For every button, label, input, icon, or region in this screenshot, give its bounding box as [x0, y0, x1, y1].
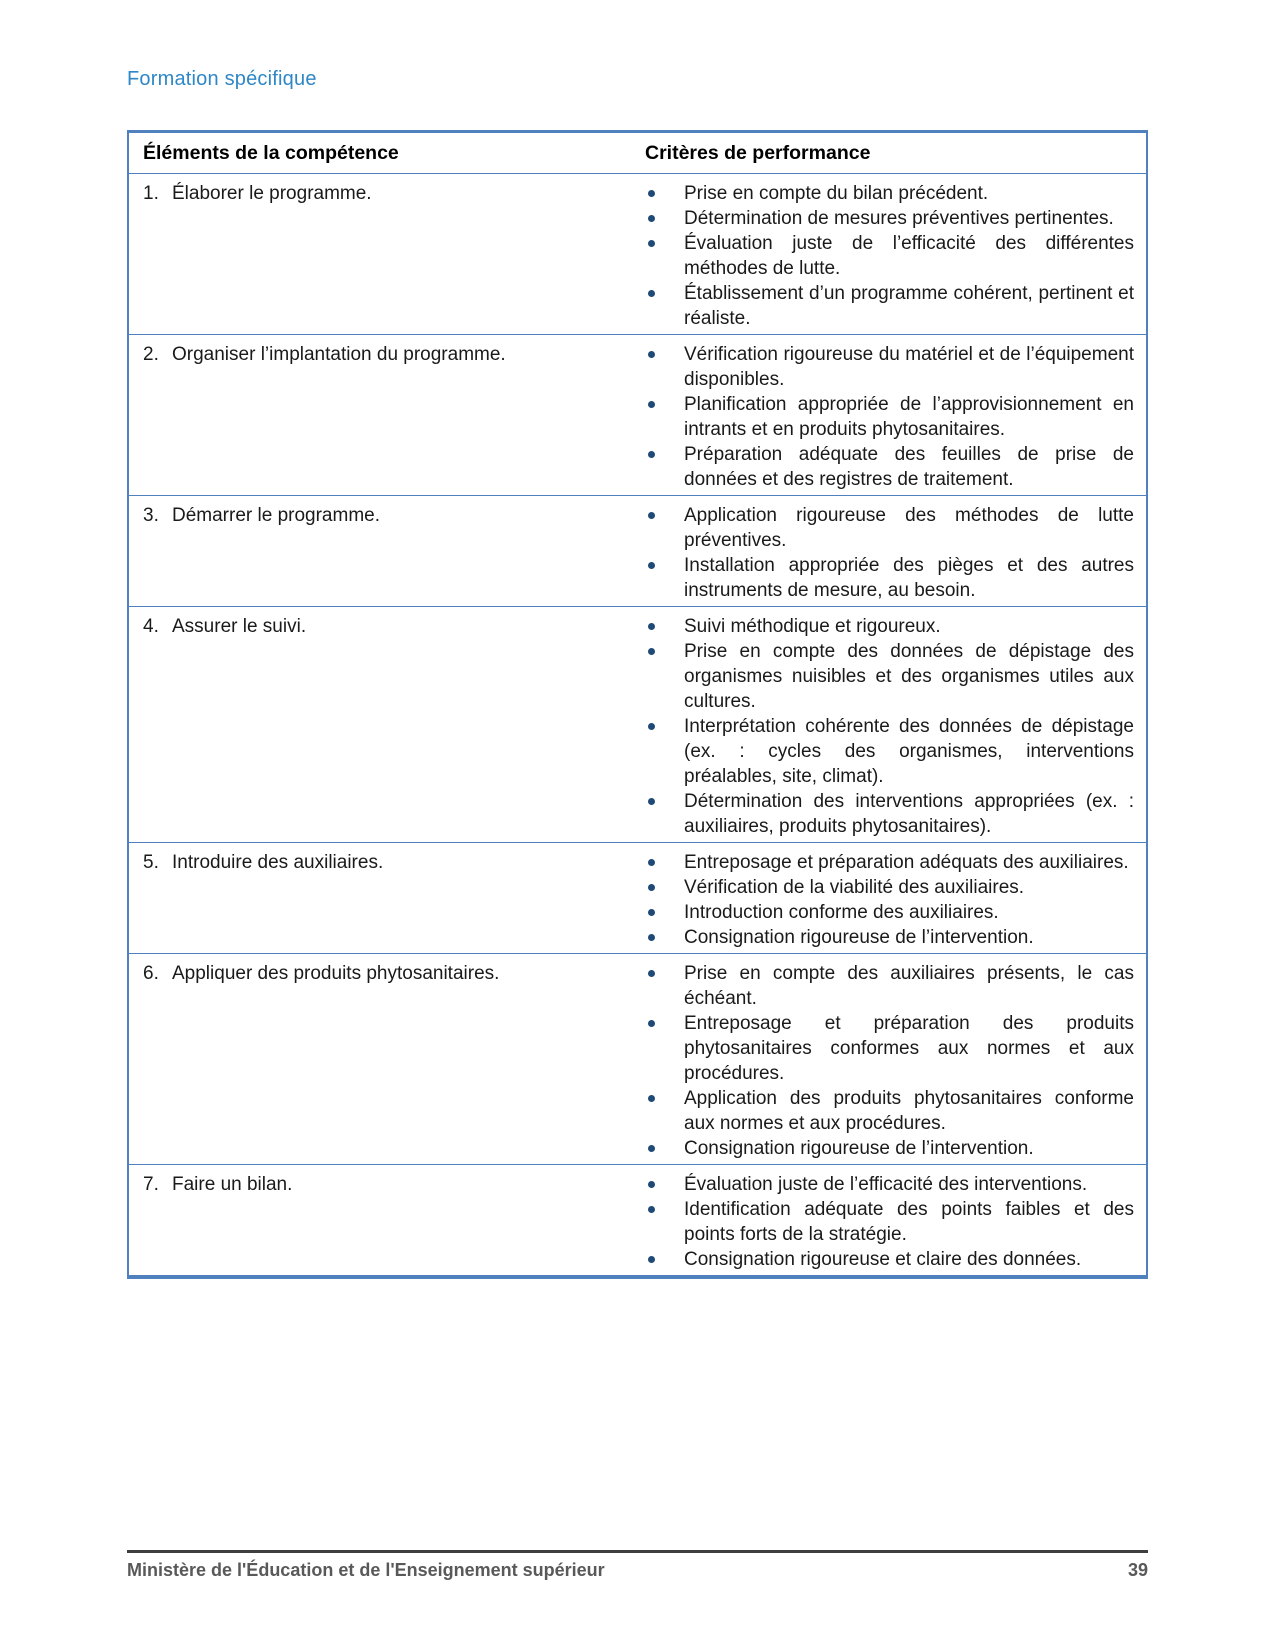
element-cell	[129, 342, 645, 492]
section-label: Formation spécifique	[127, 68, 317, 90]
criteria-item	[645, 181, 1134, 206]
footer-ministry-label: Ministère de l'Éducation et de l'Enseignement supérieur	[127, 1560, 605, 1580]
element-cell	[129, 850, 645, 950]
bullet-icon	[648, 909, 655, 916]
bullet-icon	[648, 934, 655, 941]
criteria-text: Entreposage et préparation des produits phytosanitaires conformes aux normes et aux procédures.	[684, 1013, 1134, 1084]
criteria-text: Prise en compte du bilan précédent.	[684, 183, 989, 204]
element-label: Élaborer le programme.	[172, 183, 372, 204]
bullet-icon	[648, 970, 655, 977]
element-label: Assurer le suivi.	[172, 616, 307, 637]
criteria-cell	[645, 961, 1146, 1161]
bullet-icon	[648, 290, 655, 297]
criteria-item	[645, 789, 1134, 839]
element-number: 5.	[143, 852, 159, 873]
criteria-text: Détermination de mesures préventives pertinentes.	[684, 208, 1114, 229]
column-header-elements: Éléments de la compétence	[143, 142, 399, 164]
criteria-item	[645, 1086, 1134, 1136]
element-number: 3.	[143, 505, 159, 526]
element-cell	[129, 503, 645, 603]
table-row	[129, 174, 1146, 335]
bullet-icon	[648, 623, 655, 630]
element-label: Démarrer le programme.	[172, 505, 380, 526]
table-row	[129, 1165, 1146, 1275]
criteria-text: Consignation rigoureuse de l’intervention.	[684, 1138, 1034, 1159]
criteria-text: Détermination des interventions appropriées (ex. : auxiliaires, produits phytosanitaires).	[684, 791, 1134, 837]
bullet-icon	[648, 240, 655, 247]
element-number: 2.	[143, 344, 159, 365]
criteria-text: Entreposage et préparation adéquats des auxiliaires.	[684, 852, 1129, 873]
criteria-item	[645, 850, 1134, 875]
bullet-icon	[648, 884, 655, 891]
footer-rule	[127, 1550, 1148, 1553]
bullet-icon	[648, 351, 655, 358]
criteria-item	[645, 900, 1134, 925]
element-number: 4.	[143, 616, 159, 637]
criteria-text: Évaluation juste de l’efficacité des interventions.	[684, 1174, 1088, 1195]
criteria-text: Prise en compte des auxiliaires présents, le cas échéant.	[684, 963, 1134, 1009]
table-row	[129, 954, 1146, 1165]
bullet-icon	[648, 723, 655, 730]
criteria-item	[645, 614, 1134, 639]
bullet-icon	[648, 512, 655, 519]
criteria-cell	[645, 503, 1146, 603]
criteria-item	[645, 392, 1134, 442]
criteria-text: Suivi méthodique et rigoureux.	[684, 616, 941, 637]
criteria-item	[645, 442, 1134, 492]
criteria-item	[645, 503, 1134, 553]
table-row	[129, 607, 1146, 843]
table-row	[129, 843, 1146, 954]
criteria-cell	[645, 181, 1146, 331]
bullet-icon	[648, 215, 655, 222]
bullet-icon	[648, 1020, 655, 1027]
criteria-cell	[645, 614, 1146, 839]
criteria-item	[645, 875, 1134, 900]
footer-page-number: 39	[1127, 1560, 1148, 1580]
criteria-cell	[645, 342, 1146, 492]
criteria-text: Application des produits phytosanitaires conforme aux normes et aux procédures.	[684, 1088, 1134, 1134]
element-cell	[129, 1172, 645, 1272]
bullet-icon	[648, 1256, 655, 1263]
criteria-item	[645, 714, 1134, 789]
page-footer	[127, 1560, 1148, 1581]
bullet-icon	[648, 1095, 655, 1102]
bullet-icon	[648, 401, 655, 408]
criteria-text: Planification appropriée de l’approvisionnement en intrants et en produits phytosanitaires.	[684, 394, 1134, 440]
element-number: 6.	[143, 963, 159, 984]
criteria-text: Application rigoureuse des méthodes de lutte préventives.	[684, 505, 1134, 551]
criteria-text: Préparation adéquate des feuilles de prise de données et des registres de traitement.	[684, 444, 1134, 490]
bullet-icon	[648, 190, 655, 197]
element-label: Introduire des auxiliaires.	[172, 852, 384, 873]
element-label: Appliquer des produits phytosanitaires.	[172, 963, 500, 984]
bullet-icon	[648, 798, 655, 805]
bullet-icon	[648, 1206, 655, 1213]
bullet-icon	[648, 562, 655, 569]
criteria-item	[645, 231, 1134, 281]
table-header-row	[129, 133, 1146, 174]
criteria-item	[645, 281, 1134, 331]
criteria-item	[645, 206, 1134, 231]
criteria-text: Établissement d’un programme cohérent, pertinent et réaliste.	[684, 283, 1134, 329]
criteria-text: Identification adéquate des points faibles et des points forts de la stratégie.	[684, 1199, 1134, 1245]
criteria-text: Consignation rigoureuse et claire des données.	[684, 1249, 1082, 1270]
criteria-text: Vérification de la viabilité des auxiliaires.	[684, 877, 1025, 898]
criteria-item	[645, 1197, 1134, 1247]
bullet-icon	[648, 1145, 655, 1152]
criteria-item	[645, 925, 1134, 950]
criteria-cell	[645, 1172, 1146, 1272]
criteria-item	[645, 639, 1134, 714]
element-number: 1.	[143, 183, 159, 204]
bullet-icon	[648, 859, 655, 866]
column-header-criteres: Critères de performance	[645, 142, 871, 164]
bullet-icon	[648, 1181, 655, 1188]
table-row	[129, 496, 1146, 607]
bullet-icon	[648, 648, 655, 655]
criteria-text: Introduction conforme des auxiliaires.	[684, 902, 999, 923]
element-cell	[129, 614, 645, 839]
criteria-text: Consignation rigoureuse de l’intervention.	[684, 927, 1034, 948]
element-cell	[129, 181, 645, 331]
criteria-item	[645, 342, 1134, 392]
criteria-item	[645, 1247, 1134, 1272]
criteria-text: Prise en compte des données de dépistage des organismes nuisibles et des organismes utiles aux cultures.	[684, 641, 1134, 712]
element-cell	[129, 961, 645, 1161]
bullet-icon	[648, 451, 655, 458]
criteria-item	[645, 1011, 1134, 1086]
element-label: Organiser l’implantation du programme.	[172, 344, 506, 365]
criteria-text: Vérification rigoureuse du matériel et de l’équipement disponibles.	[684, 344, 1134, 390]
criteria-item	[645, 553, 1134, 603]
criteria-item	[645, 961, 1134, 1011]
competence-table	[127, 130, 1148, 1279]
element-number: 7.	[143, 1174, 159, 1195]
criteria-item	[645, 1172, 1134, 1197]
criteria-cell	[645, 850, 1146, 950]
criteria-text: Interprétation cohérente des données de dépistage (ex. : cycles des organismes, interventions préalables, site, climat).	[684, 716, 1134, 787]
criteria-text: Évaluation juste de l’efficacité des différentes méthodes de lutte.	[684, 233, 1134, 279]
table-row	[129, 335, 1146, 496]
element-label: Faire un bilan.	[172, 1174, 293, 1195]
criteria-text: Installation appropriée des pièges et des autres instruments de mesure, au besoin.	[684, 555, 1134, 601]
criteria-item	[645, 1136, 1134, 1161]
